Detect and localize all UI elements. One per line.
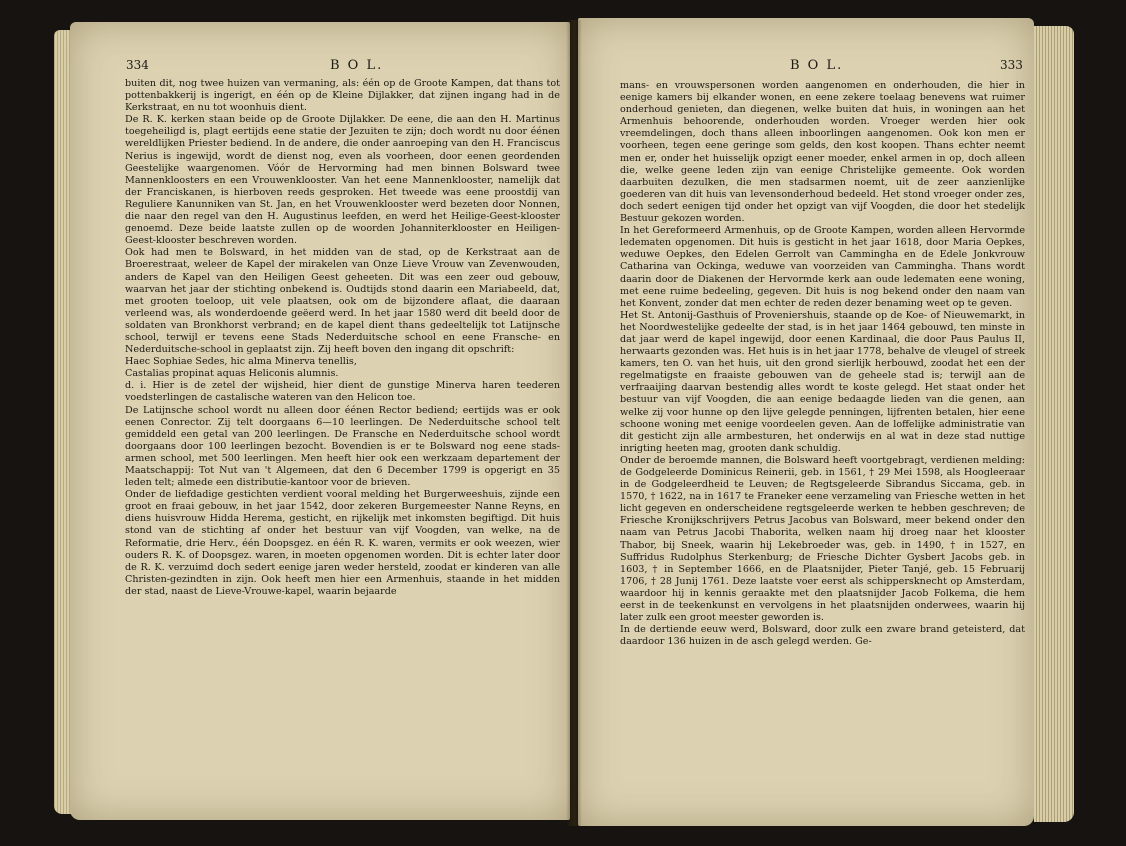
right-page-text: mans- en vrouwspersonen worden aangenomen en onderhouden, die hier in eenige kamers bij elkander wonen, en eene zekere toelaag benevens wat ruimer onderhoud genieten, dan diegenen, welke buiten dat huis, in woningen aan het Armenhuis behoorende, onderhouden worden. Vroeger werden hier ook vreemdelingen, doch thans alleen inboorlingen aangenomen. Ook kon men er voorheen, tegen eene geringe som gelds, den kost koopen. Thans echter neemt men er, onder het huisselijk opzigt eener moeder, enkel armen in op, doch alleen die, welke geene leden zijn van eenige Christelijke gemeente. Ook worden daarbuiten dezulken, die men stadsarmen noemt, uit de zeer aanzienlijke goederen van dit huis van levensonderhoud bedeeld. Het stond vroeger onder zes, doch sedert eenigen tijd onder het opzigt van vijf Voogden, die door het stedelijk Bestuur gekozen worden. In het Gereformeerd Armenhuis, op de Groote Kampen, worden alleen Hervormde ledematen opgenomen. Dit huis is gesticht in het jaar 1618, door Maria Oepkes, weduwe Oepkes, den Edelen Gerrolt van Cammingha en de Edele Jonkvrouw Catharina van Ockinga, weduwe van voorzeiden van Cammingha. Thans wordt daarin door de Diakenen der Hervormde kerk aan oude ledematen eene woning, met eene ruime bedeeling, gegeven. Dit huis is nog bekend onder den naam van het Konvent, zonder dat men echter de reden dezer benaming weet op te geven. Het St. Antonij-Gasthuis of Proveniershuis, staande op de Koe- of Nieuwemarkt, in het Noordwestelijke gedeelte der stad, is in het jaar 1464 gebouwd, ten minste in dat jaar werd de kapel ingewijd, door eenen Kardinaal, die door Paus Paulus II, herwaarts gezonden was. Het huis is in het jaar 1778, behalve de vleugel of streek kamers, ten O. van het huis, uit den grond sierlijk herbouwd, zoodat het een der regelmatigste en fraaiste gebouwen van de geheele stad is; terwijl aan de verfraaijing daarvan bestendig alles wordt te koste gelegd. Het staat onder het bestuur van vijf Voogden, die aan eenige bedaagde lieden van die genen, aan welke zij voor hunne op den lijve gelegde penningen, lijfrenten betalen, hier eene schoone woning met eenige voordeelen geven. Aan de loffelijke administratie van dit gesticht zijn alle armbesturen, het onderwijs en al wat in deze stad nuttige inrigting heeten mag, grooten dank schuldig. Onder de beroemde mannen, die Bolsward heeft voortgebragt, verdienen melding: de Godgeleerde Dominicus Reinerii, geb. in 1561, † 29 Mei 1598, als Hoogleeraar in de Godgeleerdheid te Leuven; de Regtsgeleerde Sibrandus Siccama, geb. in 1570, † 1622, na in 1617 te Franeker eene verzameling van Friesche wetten in het licht gegeven en onderscheidene regtsgeleerde werken te hebben geschreven; de Friesche Kronijkschrijvers Petrus Jacobus van Bolsward, meer bekend onder den naam van Petrus Jacobi Thaborita, welken naam hij droeg naar het klooster Thabor, bij Sneek, waarin hij Lekebroeder was, geb. in 1490, † in 1527, en Suffridus Rudolphus Sterkenburg; de Friesche Dichter Gysbert Jacobs geb. in 1603, † in September 1666, en de Plaatsnijder, Pieter Tanjé, geb. 15 Februarij 1706, † 28 Junij 1761. Deze laatste voer eerst als schippersknecht op Amsterdam, waardoor hij in kennis geraakte met den plaatsnijder Jacob Folkema, die hem eerst in de teekenkunst en vervolgens in het plaatsnijden onderwees, waarin hij later zulk een groot meester geworden is. In de dertiende eeuw werd, Bolsward, door zulk een zware brand geteisterd, dat daardoor 136 huizen in de asch gelegd werden. Ge-: [620, 80, 1025, 648]
left-running-head: B O L.: [330, 58, 384, 73]
right-running-head: B O L.: [790, 58, 844, 73]
left-page-text: buiten dit, nog twee huizen van vermaning, als: één op de Groote Kampen, dat thans tot pottenbakkerij is ingerigt, en één op de Kleine Dijlakker, dat zijnen ingang had in de Kerkstraat, en nu tot woonhuis dient. De R. K. kerken staan beide op de Groote Dijlakker. De eene, die aan den H. Martinus toegeheiligd is, plagt eertijds eene statie der Jezuiten te zijn; doch wordt nu door éénen wereldlijken Priester bediend. In de andere, die onder aanroeping van den H. Franciscus Nerius is ingewijd, wordt de dienst nog, even als voorheen, door eenen geordenden Geestelijke waargenomen. Vóór de Hervorming had men binnen Bolsward twee Mannenkloosters en een Vrouwenklooster. Van het eene Mannenklooster, namelijk dat der Franciskanen, is hierboven reeds gesproken. Het tweede was eene proostdij van Reguliere Kanunniken van St. Jan, en het Vrouwenklooster werd bezeten door Nonnen, die naar den regel van den H. Augustinus leefden, en werd het Heilige-Geest-klooster genoemd. Deze beide laatste zullen op de woorden Johanniterklooster en Heiligen-Geest-klooster beschreven worden. Ook had men te Bolsward, in het midden van de stad, op de Kerkstraat aan de Broerestraat, weleer de Kapel der mirakelen van Onze Lieve Vrouw van Zevenwouden, anders de Kapel van den Heiligen Geest geheeten. Dit was een zeer oud gebouw, waarvan het jaar der stichting onbekend is. Oudtijds stond daarin een Mariabeeld, dat, met grooten toeloop, uit vele plaatsen, ook om de bijzondere aflaat, die daaraan verleend was, als wonderdoende geëerd werd. In het jaar 1580 werd dit beeld door de soldaten van Bronkhorst verbrand; en de kapel dient thans gedeeltelijk tot Latijnsche school, terwijl er tevens eene Stads Nederduitsche school en eene Fransche- en Nederduitsche-school in geplaatst zijn. Zij heeft boven den ingang dit opschrift: Haec Sophiae Sedes, hic alma Minerva tenellis, Castalias propinat aquas Heliconis alumnis. d. i. Hier is de zetel der wijsheid, hier dient de gunstige Minerva haren teederen voedsterlingen de castalische wateren van den Helicon toe. De Latijnsche school wordt nu alleen door éénen Rector bediend; eertijds was er ook eenen Conrector. Zij telt doorgaans 6—10 leerlingen. De Nederduitsche school telt gemiddeld een getal van 200 leerlingen. De Fransche en Nederduitsche school wordt doorgaans door 100 leerlingen bezocht. Bovendien is er te Bolsward nog eene stads-armen school, met 500 leerlingen. Men heeft hier ook een werkzaam departement der Maatschappij: Tot Nut van 't Algemeen, dat den 6 December 1799 is opgerigt en 35 leden telt; almede een distributie-kantoor voor de brieven. Onder de liefdadige gestichten verdient vooral melding het Burgerweeshuis, zijnde een groot en fraai gebouw, in het jaar 1542, door zekeren Burgemeester Nanne Reyns, en diens huisvrouw Hidda Herema, gesticht, en rijkelijk met inkomsten begiftigd. Dit huis stond van de stichting af onder het bestuur van vijf Voogden, van welke, na de Reformatie, drie Herv., één Doopsgez. en één R. K. waren, vermits er ook weezen, wier ouders R. K. of Doopsgez. waren, in moeten opgenomen worden. Dit is echter later door de R. K. verzuimd doch sedert eenige jaren weder hersteld, zoodat er kinderen van alle Christen-gezindten in zijn. Ook heeft men hier een Armenhuis, staande in het midden der stad, naast de Lieve-Vrouwe-kapel, waarin bejaarde: [125, 78, 560, 597]
right-page-number: 333: [1000, 58, 1023, 72]
page-stack-right: [1034, 26, 1074, 822]
book-gutter: [566, 20, 582, 826]
left-page-number: 334: [126, 58, 149, 72]
